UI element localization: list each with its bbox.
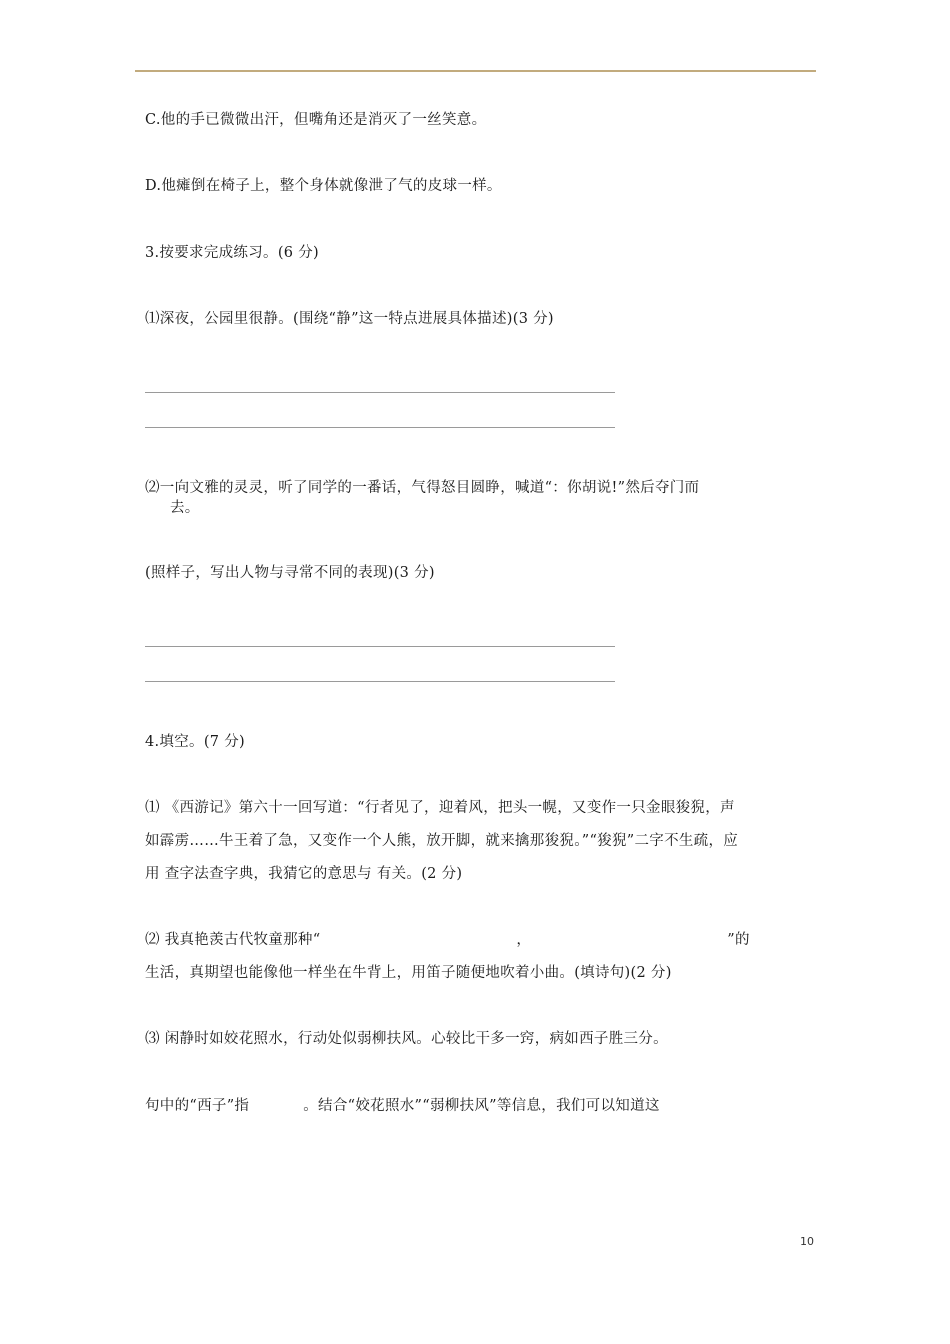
- question-3-part-1: ⑴深夜，公园里很静。(围绕“静”这一特点进展具体描述)(3 分): [145, 311, 554, 327]
- question-3-title: 3.按要求完成练习。(6 分): [145, 245, 319, 261]
- poem-suffix: ”的: [727, 932, 750, 948]
- poem-comma: ，: [516, 932, 532, 948]
- page-number: 10: [800, 1235, 814, 1248]
- question-3-part-2-line-2: 去。: [170, 500, 200, 516]
- answer-line[interactable]: [145, 646, 615, 647]
- question-4-part-1-line-1: ⑴ 《西游记》第六十一回写道：“行者见了，迎着风，把头一幌，又变作一只金眼狻猊，声: [145, 800, 735, 816]
- question-4-part-2-line-2: 生活，真期望也能像他一样坐在牛背上，用笛子随便地吹着小曲。(填诗句)(2 分): [145, 965, 672, 981]
- answer-line[interactable]: [145, 681, 615, 682]
- question-4-part-1-line-3: 用 查字法查字典，我猜它的意思与 有关。(2 分): [145, 866, 463, 882]
- option-d: D.他瘫倒在椅子上，整个身体就像泄了气的皮球一样。: [145, 178, 502, 194]
- answer-line[interactable]: [145, 427, 615, 428]
- xizi-suffix: 。结合“姣花照水”“弱柳扶风”等信息，我们可以知道这: [303, 1098, 660, 1114]
- question-4-part-3-question: [145, 1096, 660, 1116]
- question-4-part-1-line-2: 如霹雳……牛王着了急，又变作一个人熊，放开脚，就来擒那狻猊。”“狻猊”二字不生疏，应: [145, 833, 739, 849]
- poem-prefix: ⑵ 我真艳羡古代牧童那种“: [145, 932, 321, 948]
- question-4-part-2-line-1: [145, 930, 750, 950]
- xizi-prefix: 句中的“西子”指: [145, 1098, 250, 1114]
- header-rule: [135, 70, 816, 72]
- question-4-title: 4.填空。(7 分): [145, 734, 245, 750]
- question-3-part-2-line-1: ⑵一向文雅的灵灵，听了同学的一番话，气得怒目圆睁，喊道“：你胡说!”然后夺门而: [145, 480, 700, 496]
- question-3-part-2-instruction: (照样子，写出人物与寻常不同的表现)(3 分): [145, 565, 435, 581]
- answer-line[interactable]: [145, 392, 615, 393]
- question-4-part-3: ⑶ 闲静时如姣花照水，行动处似弱柳扶风。心较比干多一窍，病如西子胜三分。: [145, 1031, 668, 1047]
- option-c: C.他的手已微微出汗，但嘴角还是消灭了一丝笑意。: [145, 112, 487, 128]
